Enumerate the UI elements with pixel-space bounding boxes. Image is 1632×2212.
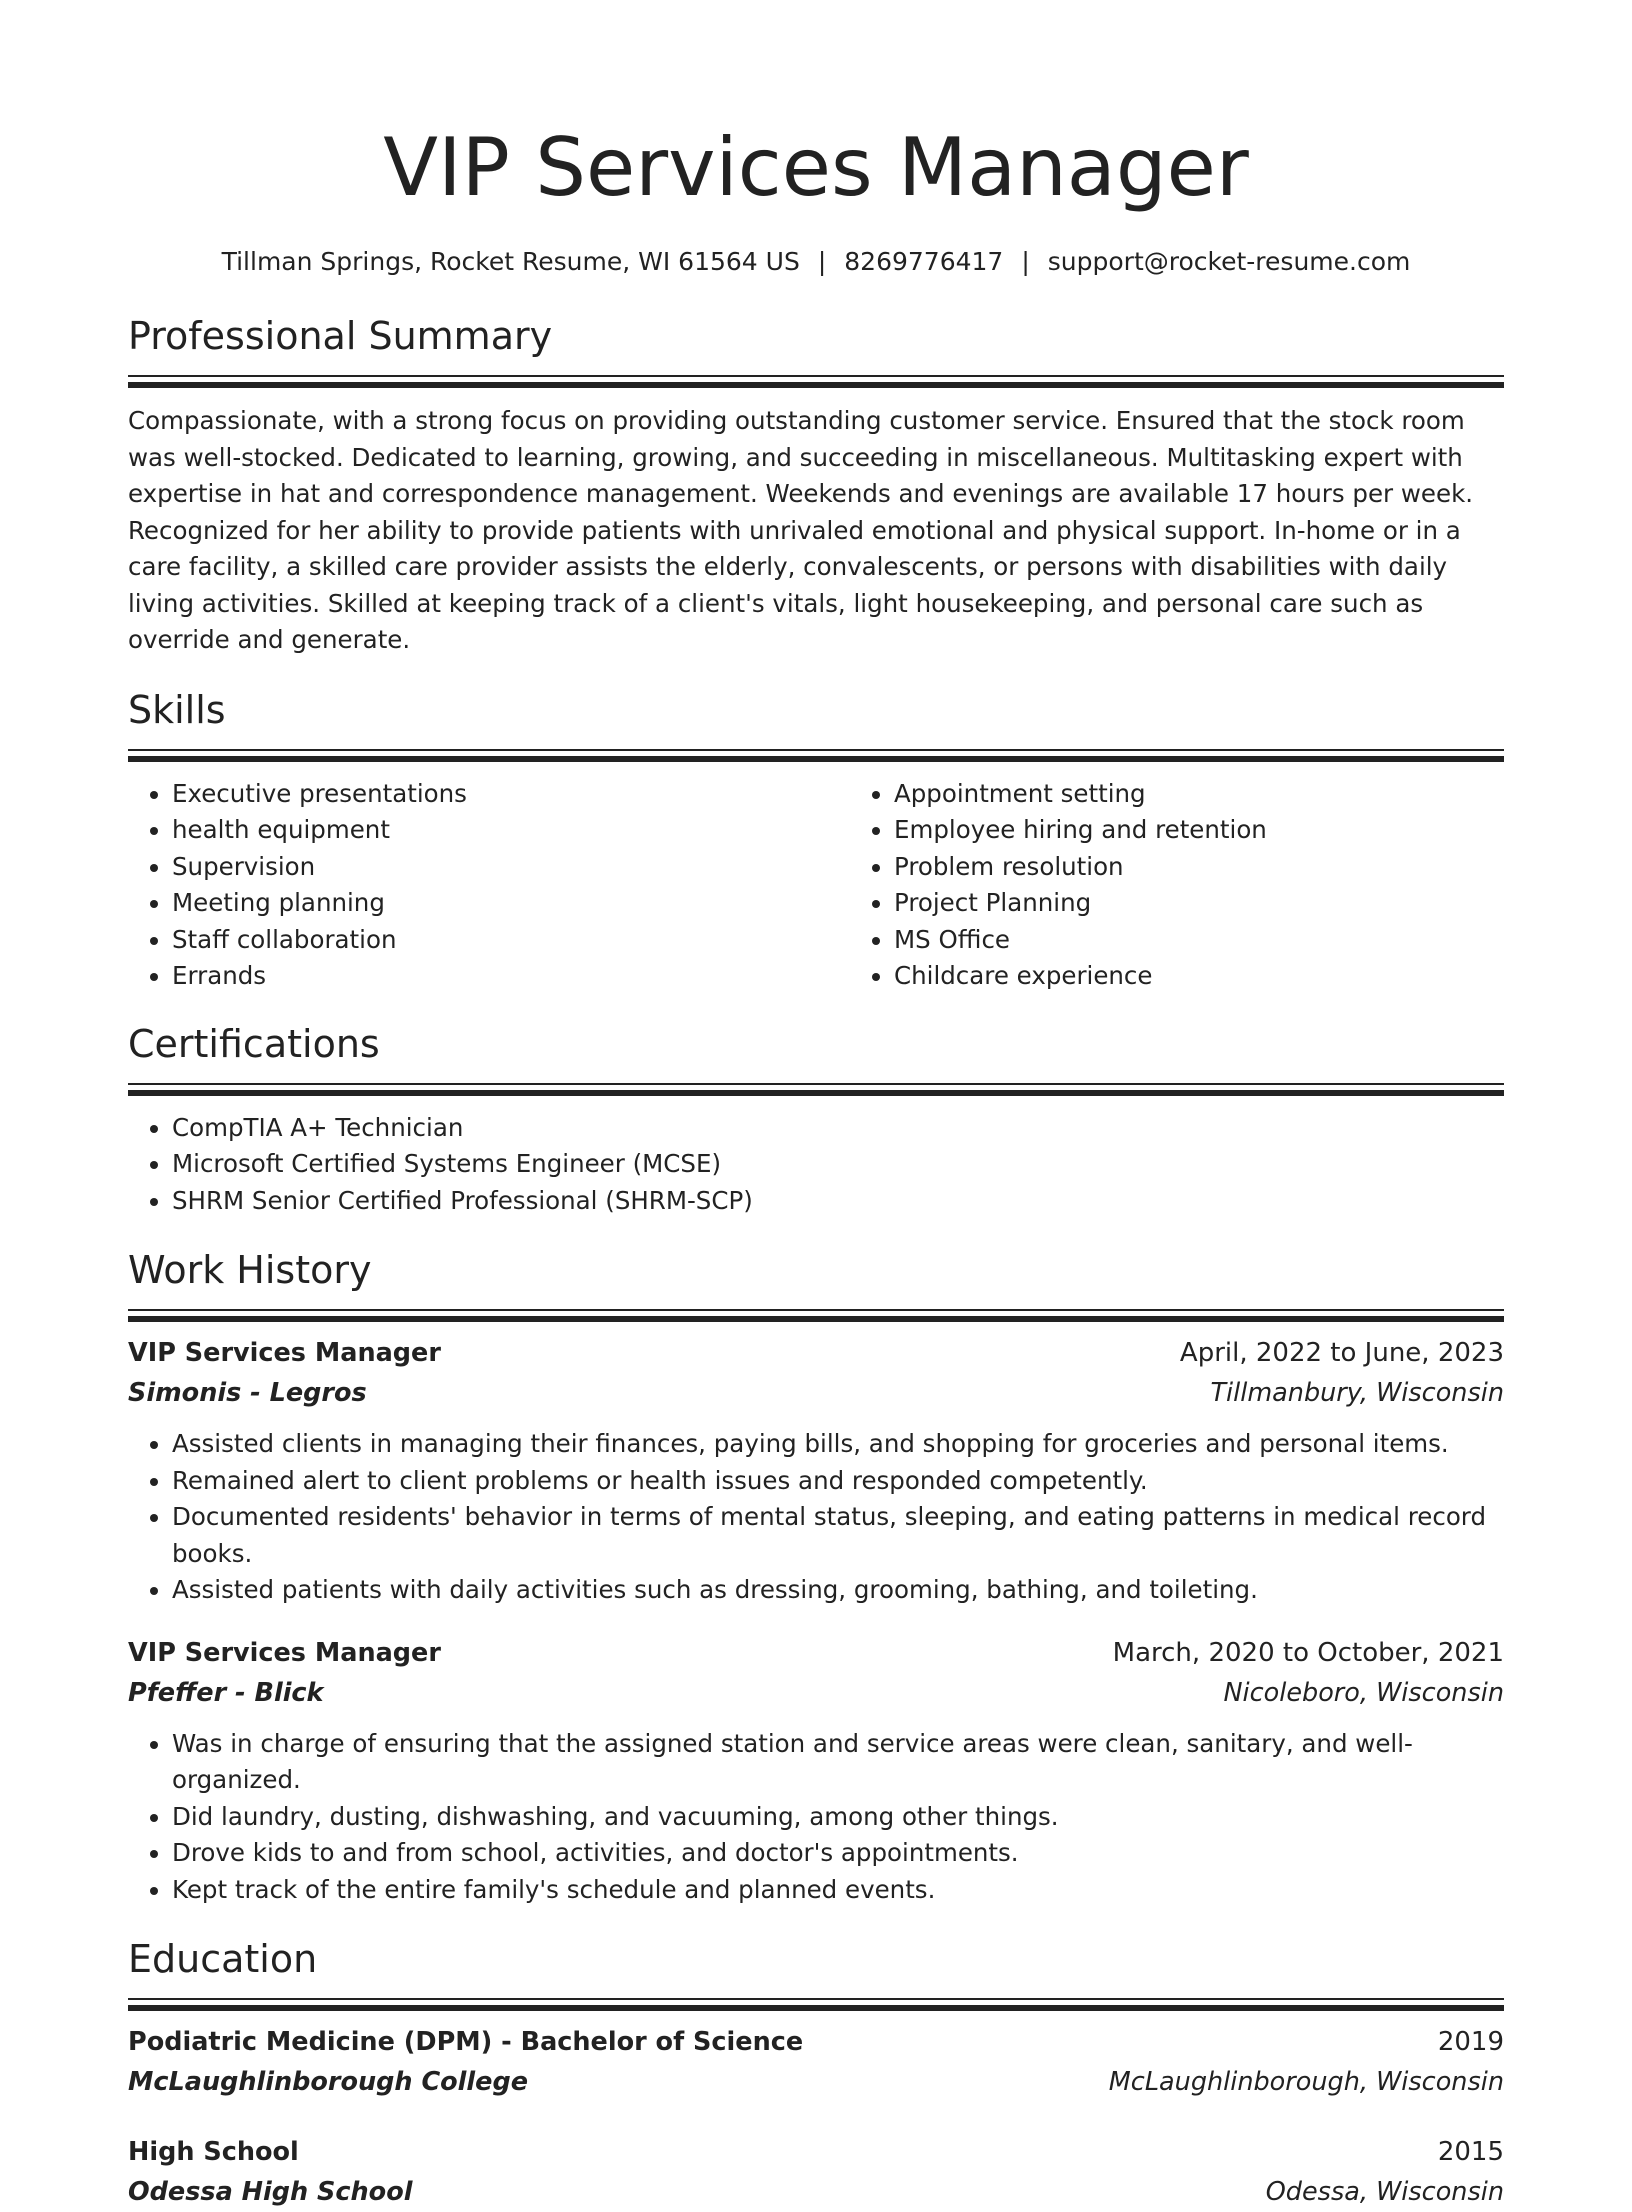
summary-section <box>128 314 1504 659</box>
contact-email[interactable]: support@rocket-resume.com <box>1047 247 1411 276</box>
section-title-skills: Skills <box>128 687 226 732</box>
skill-item: • Project Planning <box>894 885 1572 922</box>
resume-name: VIP Services Manager <box>383 121 1249 214</box>
job-bullet: • Documented residents' behavior in terms of mental status, sleeping, and eating patterns in medical record books. <box>172 1499 1504 1572</box>
certification-item: • CompTIA A+ Technician <box>172 1110 1504 1147</box>
skill-item: • Problem resolution <box>894 849 1572 886</box>
job-subheader-row <box>128 1373 1504 1413</box>
education-subheader-row <box>128 2062 1504 2102</box>
job-bullet: • Remained alert to client problems or health issues and responded competently. <box>172 1463 1504 1500</box>
job-header-row <box>128 1333 1504 1373</box>
education-degree: Podiatric Medicine (DPM) - Bachelor of Science <box>128 2027 804 2057</box>
section-title-summary: Professional Summary <box>128 314 553 358</box>
education-entry <box>128 2132 1504 2212</box>
certification-item: • SHRM Senior Certified Professional (SHRM-SCP) <box>172 1183 1504 1220</box>
education-degree: High School <box>128 2137 299 2167</box>
resume-page <box>128 0 1504 2212</box>
skills-section <box>128 687 1504 995</box>
job-entry <box>128 1633 1504 1909</box>
education-entry <box>128 2022 1504 2102</box>
contact-line <box>128 249 1504 279</box>
work-history-section <box>128 1248 1504 1908</box>
job-bullets <box>128 1726 1504 1909</box>
skill-item: • Childcare experience <box>894 958 1572 995</box>
education-location: Odessa, Wisconsin <box>1265 2177 1504 2207</box>
skill-item: • health equipment <box>172 812 850 849</box>
skill-item: • Supervision <box>172 849 850 886</box>
job-bullets <box>128 1426 1504 1609</box>
summary-text: Compassionate, with a strong focus on providing outstanding customer service. Ensured that the stock room was well-stocked. Dedicated to learning, growing, and succeeding in miscellaneous. Multitasking expert with expertise in hat and correspondence management. Weekends and evenings are available 17 hours per week. Recognized for her ability to provide patients with unrivaled emotional and physical support. In-home or in a care facility, a skilled care provider assists the elderly, convalescents, or persons with disabilities with daily living activities. Skilled at keeping track of a client's vitals, light housekeeping, and personal care such as override and generate. <box>128 406 1474 654</box>
section-divider <box>128 749 1504 763</box>
job-header-row <box>128 1633 1504 1673</box>
job-title: VIP Services Manager <box>128 1338 441 1368</box>
certification-item: • Microsoft Certified Systems Engineer (MCSE) <box>172 1146 1504 1183</box>
skill-item: • Meeting planning <box>172 885 850 922</box>
education-section <box>128 1937 1504 2212</box>
section-title-certifications: Certifications <box>128 1021 380 1066</box>
certifications-list <box>128 1110 1504 1220</box>
job-entry <box>128 1333 1504 1609</box>
job-bullet: • Did laundry, dusting, dishwashing, and vacuuming, among other things. <box>172 1799 1504 1836</box>
job-bullet: • Assisted clients in managing their finances, paying bills, and shopping for groceries and personal items. <box>172 1426 1504 1463</box>
job-location: Tillmanbury, Wisconsin <box>1210 1378 1504 1408</box>
section-divider <box>128 375 1504 389</box>
job-location: Nicoleboro, Wisconsin <box>1223 1677 1504 1708</box>
job-bullet: • Assisted patients with daily activities such as dressing, grooming, bathing, and toileting. <box>172 1572 1504 1609</box>
education-school: Odessa High School <box>128 2177 413 2207</box>
contact-separator: | <box>817 247 827 276</box>
skill-item: • Errands <box>172 958 850 995</box>
skills-list-left <box>128 776 850 995</box>
education-year: 2015 <box>1437 2137 1504 2167</box>
education-year: 2019 <box>1437 2027 1504 2057</box>
education-header-row <box>128 2022 1504 2062</box>
job-dates: April, 2022 to June, 2023 <box>1179 1338 1504 1368</box>
education-school: McLaughlinborough College <box>128 2067 529 2097</box>
job-company: Pfeffer - Blick <box>128 1677 324 1708</box>
skills-grid <box>128 776 1504 995</box>
skills-list-right <box>850 776 1572 995</box>
education-location: McLaughlinborough, Wisconsin <box>1108 2067 1504 2097</box>
job-bullet: • Drove kids to and from school, activities, and doctor's appointments. <box>172 1835 1504 1872</box>
section-title-work-history: Work History <box>128 1248 372 1292</box>
certifications-section <box>128 1021 1504 1220</box>
contact-phone: 8269776417 <box>844 247 1004 276</box>
skill-item: • MS Office <box>894 922 1572 959</box>
education-header-row <box>128 2132 1504 2172</box>
job-bullet: • Was in charge of ensuring that the assigned station and service areas were clean, sanitary, and well-organized. <box>172 1726 1504 1799</box>
education-subheader-row <box>128 2172 1504 2212</box>
job-dates: March, 2020 to October, 2021 <box>1112 1637 1504 1668</box>
job-title: VIP Services Manager <box>128 1637 441 1668</box>
job-subheader-row <box>128 1673 1504 1713</box>
skill-item: • Executive presentations <box>172 776 850 813</box>
skill-item: • Appointment setting <box>894 776 1572 813</box>
contact-separator: | <box>1021 247 1030 276</box>
skill-item: • Staff collaboration <box>172 922 850 959</box>
section-divider <box>128 1083 1504 1097</box>
section-divider <box>128 1309 1504 1323</box>
job-company: Simonis - Legros <box>128 1378 367 1408</box>
skill-item: • Employee hiring and retention <box>894 812 1572 849</box>
contact-address: Tillman Springs, Rocket Resume, WI 61564 US <box>221 247 800 276</box>
section-title-education: Education <box>128 1937 318 1981</box>
job-bullet: • Kept track of the entire family's schedule and planned events. <box>172 1872 1504 1909</box>
section-divider <box>128 1998 1504 2012</box>
